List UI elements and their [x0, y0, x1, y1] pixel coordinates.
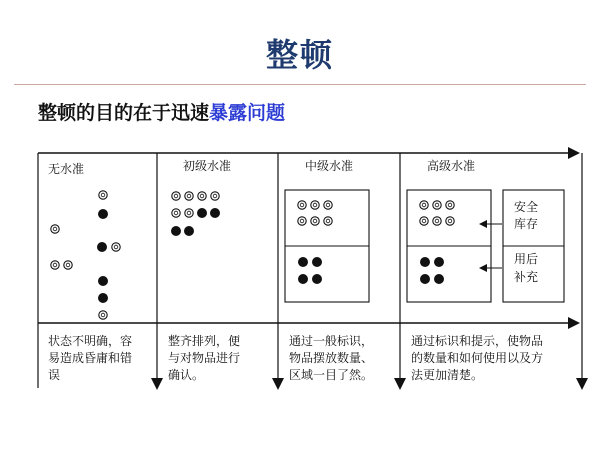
- desc-basic-line3: 确认。: [168, 368, 205, 382]
- middle-axis-arrowhead: [568, 317, 580, 329]
- label-refill-line2: 补充: [514, 270, 539, 284]
- column-header-advanced: 高级水准: [427, 159, 476, 173]
- label-safety-line1: 安全: [514, 200, 539, 214]
- desc-none-line3: 误: [48, 368, 61, 382]
- column-medium-box: [285, 190, 369, 302]
- divider-arrow-1-head: [151, 378, 163, 390]
- label-safety-line2: 库存: [514, 217, 539, 231]
- column-header-medium: 中级水准: [305, 159, 354, 173]
- desc-medium-line2: 物品摆放数量、: [289, 351, 374, 365]
- column-header-none: 无水准: [48, 162, 85, 176]
- divider-arrow-3-head: [394, 378, 406, 390]
- desc-advanced-line2: 的数量和如何使用以及方: [411, 351, 544, 365]
- label-refill-line1: 用后: [514, 252, 539, 266]
- column-none-items: [51, 191, 120, 319]
- desc-none-line2: 易造成昏庸和错: [48, 351, 133, 365]
- column-basic-items: [171, 192, 220, 236]
- column-advanced-box: [407, 190, 564, 302]
- desc-medium-line1: 通过一般标识，: [289, 334, 374, 348]
- subtitle-main: 整顿的目的在于迅速: [38, 102, 210, 124]
- desc-basic-line2: 与对物品进行: [168, 351, 241, 365]
- desc-advanced-line3: 法更加清楚。: [411, 368, 484, 382]
- divider-arrow-4-head: [576, 378, 588, 390]
- desc-none-line1: 状态不明确，容: [48, 334, 133, 348]
- subtitle-highlight: 暴露问题: [209, 102, 286, 124]
- column-header-basic: 初级水准: [183, 159, 232, 173]
- desc-medium-line3: 区域一目了然。: [289, 368, 374, 382]
- desc-advanced-line1: 通过标识和提示，使物品: [411, 334, 544, 348]
- top-axis-arrowhead: [568, 147, 580, 159]
- desc-basic-line1: 整齐排列，便: [168, 334, 241, 348]
- divider-arrow-2-head: [272, 378, 284, 390]
- page-title: 整顿: [265, 36, 334, 74]
